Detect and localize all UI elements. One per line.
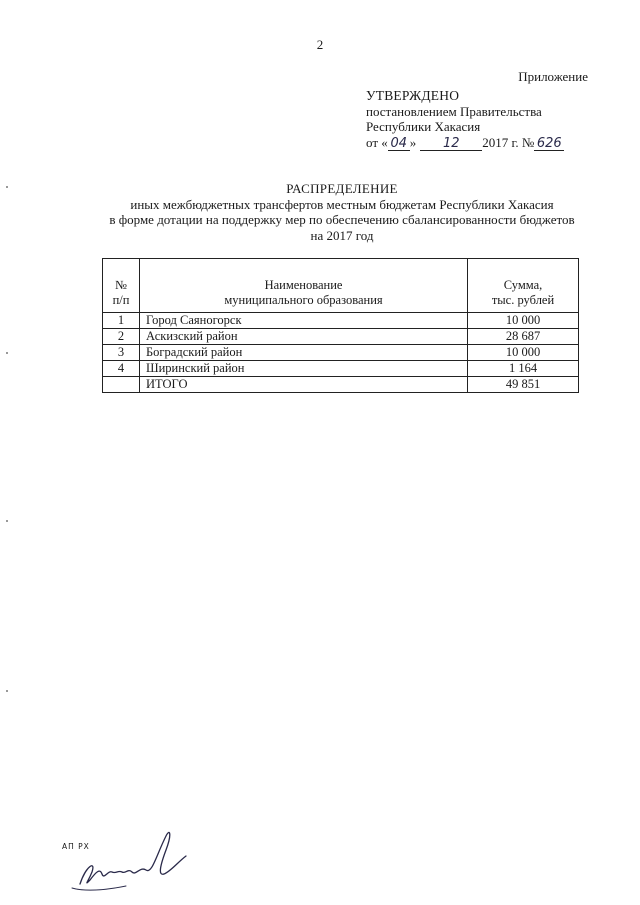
row-num: 1 — [103, 313, 140, 329]
margin-mark — [6, 690, 8, 692]
table-total-row — [103, 377, 579, 393]
stamp-text: АП РХ — [62, 842, 90, 851]
row-sum: 10 000 — [468, 345, 579, 361]
row-sum: 1 164 — [468, 361, 579, 377]
table-row — [103, 313, 579, 329]
heading-line-1: иных межбюджетных трансфертов местным бюджетам Республики Хакасия — [130, 196, 554, 212]
margin-mark — [6, 186, 8, 188]
year-suffix: 2017 г. № — [482, 134, 535, 150]
table-header-row — [103, 259, 579, 313]
heading-line-3: на 2017 год — [310, 227, 374, 243]
page-number: 2 — [316, 37, 324, 52]
header-num-line-2: п/п — [112, 293, 130, 307]
row-sum: 28 687 — [468, 329, 579, 345]
header-name-line-1: Наименование — [264, 278, 343, 292]
margin-mark — [6, 352, 8, 354]
row-num: 3 — [103, 345, 140, 361]
approval-line-1: постановлением Правительства — [366, 103, 542, 119]
total-label: ИТОГО — [140, 377, 468, 393]
header-sum-line-1: Сумма, — [503, 278, 543, 292]
header-sum-line-2: тыс. рублей — [491, 293, 555, 307]
header-name-line-2: муниципального образования — [224, 293, 383, 307]
approval-line-2: Республики Хакасия — [366, 119, 481, 134]
row-name: Город Саяногорск — [140, 313, 468, 329]
table-row — [103, 329, 579, 345]
table-row — [103, 345, 579, 361]
header-sum — [468, 259, 579, 313]
handwritten-number: 626 — [534, 137, 564, 151]
appendix-label: Приложение — [518, 69, 588, 84]
total-sum: 49 851 — [468, 377, 579, 393]
row-num: 4 — [103, 361, 140, 377]
header-num — [103, 259, 140, 313]
handwritten-day: 04 — [388, 137, 410, 151]
header-num-line-1: № — [115, 278, 127, 292]
approval-title: УТВЕРЖДЕНО — [366, 88, 460, 103]
row-sum: 10 000 — [468, 313, 579, 329]
signature-icon — [66, 826, 196, 896]
table-row — [103, 361, 579, 377]
row-name: Боградский район — [140, 345, 468, 361]
date-separator: » — [409, 134, 417, 150]
handwritten-month: 12 — [420, 137, 482, 151]
row-num: 2 — [103, 329, 140, 345]
distribution-table — [102, 258, 579, 393]
header-name — [140, 259, 468, 313]
heading-line-2: в форме дотации на поддержку мер по обеспечению сбалансированности бюджетов — [109, 212, 575, 227]
row-name: Ширинский район — [140, 361, 468, 377]
document-heading — [0, 181, 640, 243]
date-prefix: от « — [366, 134, 388, 150]
heading-title: РАСПРЕДЕЛЕНИЕ — [286, 181, 398, 196]
margin-mark — [6, 520, 8, 522]
approval-date-line — [366, 135, 564, 151]
approval-block — [366, 88, 564, 151]
total-num — [103, 377, 140, 393]
row-name: Аскизский район — [140, 329, 468, 345]
